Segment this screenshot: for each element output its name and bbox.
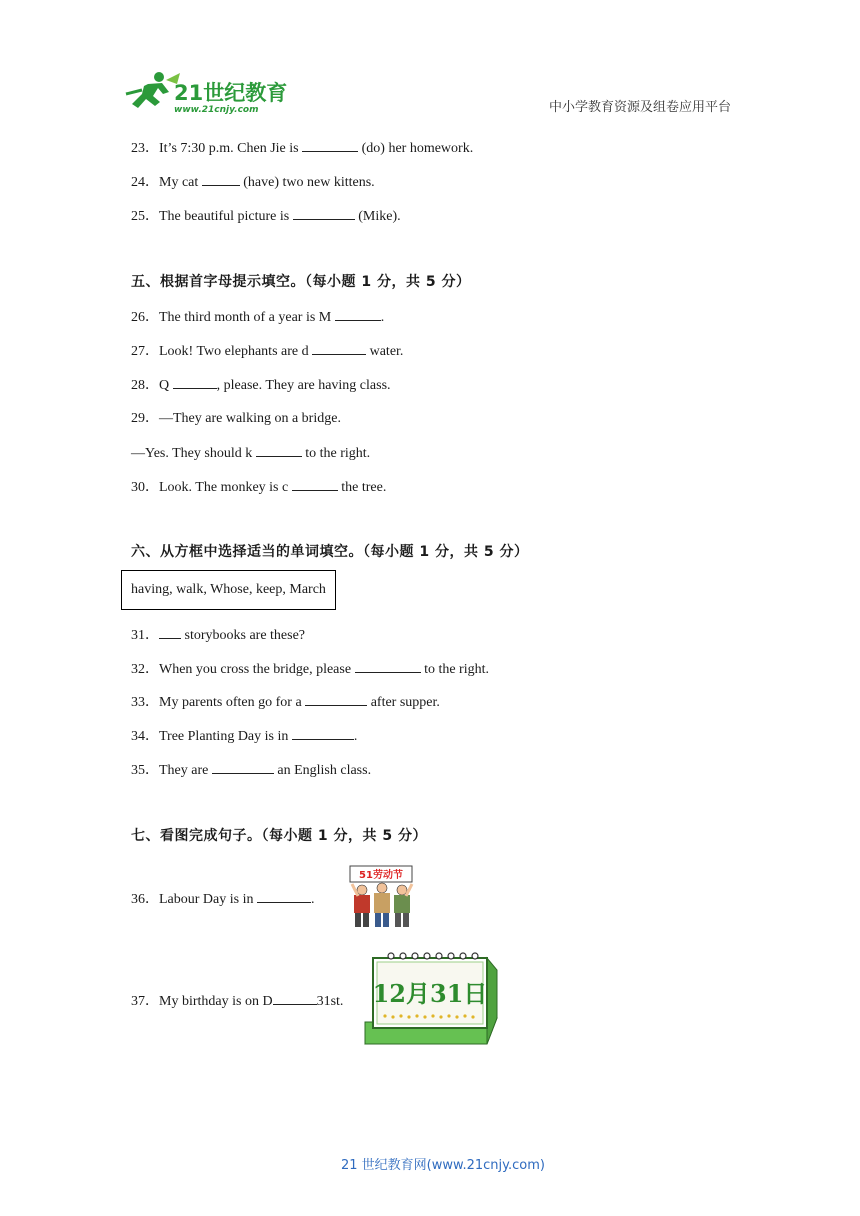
answer-blank[interactable] <box>292 727 354 740</box>
question-24: 24．My cat (have) two new kittens. <box>131 175 375 190</box>
answer-blank[interactable] <box>173 376 217 389</box>
labour-sign-text: 51劳动节 <box>359 870 403 881</box>
footer-site-link[interactable]: 21 世纪教育网(www.21cnjy.com) <box>341 1158 545 1173</box>
answer-blank[interactable] <box>273 992 317 1005</box>
answer-blank[interactable] <box>302 139 358 152</box>
question-31: 31． storybooks are these? <box>131 628 306 643</box>
question-25: 25．The beautiful picture is (Mike). <box>131 209 401 224</box>
section-5-title: 五、根据首字母提示填空。（每小题 1 分，共 5 分） <box>131 274 471 290</box>
answer-blank[interactable] <box>257 890 311 903</box>
question-34: 34．Tree Planting Day is in . <box>131 729 358 744</box>
answer-blank[interactable] <box>293 207 355 220</box>
section-6-title: 六、从方框中选择适当的单词填空。（每小题 1 分，共 5 分） <box>131 544 529 560</box>
answer-blank[interactable] <box>335 308 381 321</box>
calendar-date-text: 12月31日 <box>372 979 488 1008</box>
question-26: 26．The third month of a year is M . <box>131 310 385 325</box>
question-35: 35．They are an English class. <box>131 763 372 778</box>
question-30: 30．Look. The monkey is c the tree. <box>131 480 387 495</box>
calendar-image <box>363 948 499 1046</box>
question-29: 29．—They are walking on a bridge. <box>131 411 341 426</box>
question-37: 37．My birthday is on D 31st. <box>131 994 344 1009</box>
site-logo <box>122 70 292 116</box>
answer-blank[interactable] <box>292 478 338 491</box>
section-7-title: 七、看图完成句子。（每小题 1 分，共 5 分） <box>131 828 427 844</box>
answer-blank[interactable] <box>212 761 274 774</box>
question-32: 32．When you cross the bridge, please to the right. <box>131 662 489 677</box>
question-27: 27．Look! Two elephants are d water. <box>131 344 404 359</box>
question-23: 23．It’s 7:30 p.m. Chen Jie is (do) her homework. <box>131 141 474 156</box>
logo-url: www.21cnjy.com <box>174 105 259 115</box>
question-33: 33．My parents often go for a after supper. <box>131 695 440 710</box>
answer-blank[interactable] <box>202 173 240 186</box>
answer-blank[interactable] <box>256 444 302 457</box>
answer-blank[interactable] <box>305 693 367 706</box>
answer-blank[interactable] <box>312 342 366 355</box>
header-platform-text: 中小学教育资源及组卷应用平台 <box>549 100 732 115</box>
answer-blank[interactable] <box>159 626 181 639</box>
question-36: 36．Labour Day is in . <box>131 892 315 907</box>
logo-text: 21世纪教育 <box>174 81 288 105</box>
answer-blank[interactable] <box>355 660 421 673</box>
word-bank-box: having, walk, Whose, keep, March <box>121 570 336 610</box>
question-29-reply: —Yes. They should k to the right. <box>131 446 371 461</box>
labour-day-image <box>346 864 418 930</box>
question-28: 28．Q , please. They are having class. <box>131 378 391 393</box>
